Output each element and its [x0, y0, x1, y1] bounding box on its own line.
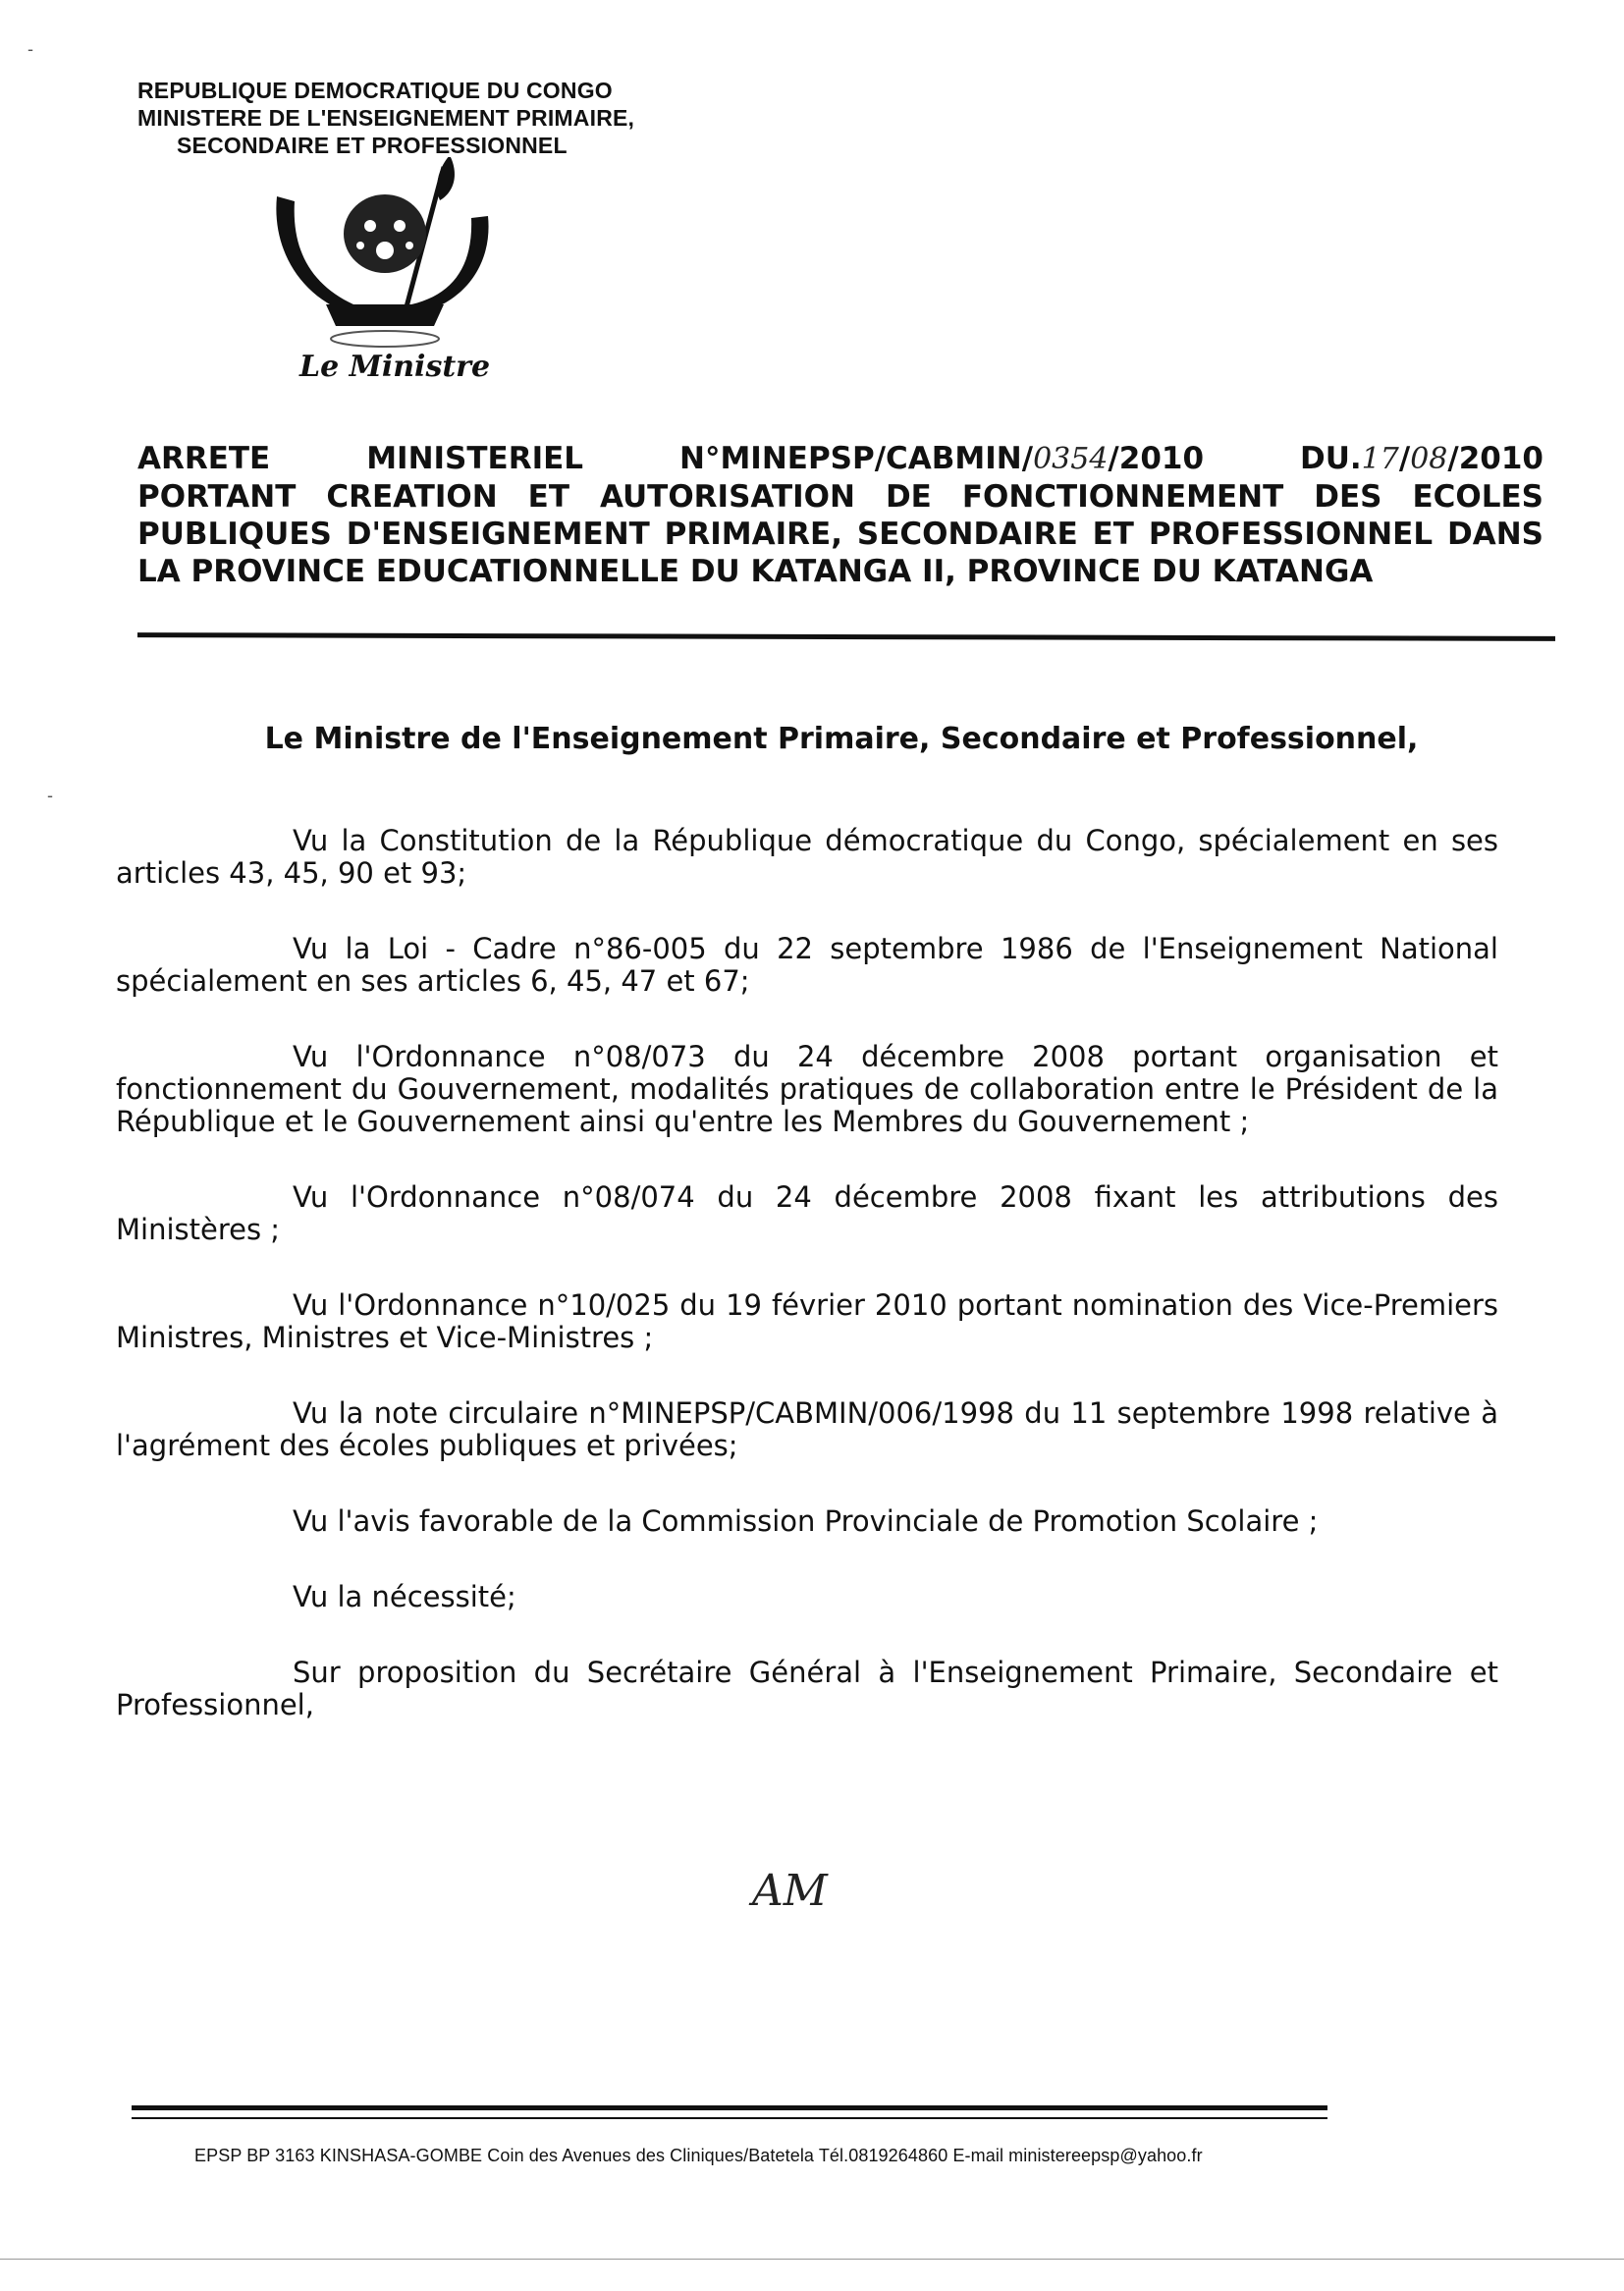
date-month-handwritten: 08	[1410, 442, 1448, 476]
footer-contact: EPSP BP 3163 KINSHASA-GOMBE Coin des Avenues des Cliniques/Batetela Tél.0819264860 E-mail ministereepsp@yahoo.fr	[194, 2146, 1203, 2165]
minister-heading-text: Le Ministre de l'Enseignement Primaire, Secondaire et Professionnel,	[264, 722, 1419, 756]
page-edge	[0, 2259, 1624, 2260]
decree-body	[116, 825, 1498, 1765]
minister-signature-label: Le Ministre	[299, 350, 491, 384]
letterhead-line-1: REPUBLIQUE DEMOCRATIQUE DU CONGO	[137, 78, 613, 103]
scan-artifact: -	[47, 786, 53, 805]
letterhead	[137, 77, 634, 159]
coat-of-arms-icon	[257, 157, 508, 354]
decree-title	[137, 440, 1543, 590]
date-prefix: DU.	[1299, 441, 1362, 476]
decree-reference	[679, 440, 1204, 478]
considerant-paragraph: Sur proposition du Secrétaire Général à l'Enseignement Primaire, Secondaire et Professionnel,	[116, 1656, 1498, 1721]
reference-number-handwritten: 0354	[1033, 442, 1109, 476]
handwritten-initials: AM	[752, 1866, 828, 1916]
letterhead-line-3: SECONDAIRE ET PROFESSIONNEL	[177, 133, 568, 158]
date-separator: /	[1398, 441, 1411, 476]
title-subject: PORTANT CREATION ET AUTORISATION DE FONCTIONNEMENT DES ECOLES PUBLIQUES D'ENSEIGNEMENT PRIMAIRE, SECONDAIRE ET PROFESSIONNEL DANS LA PROVINCE EDUCATIONNELLE DU KATANGA II, PROVINCE DU KATANGA	[137, 479, 1543, 589]
considerant-paragraph: Vu la note circulaire n°MINEPSP/CABMIN/006/1998 du 11 septembre 1998 relative à l'agrément des écoles publiques et privées;	[116, 1396, 1498, 1462]
letterhead-line-2: MINISTERE DE L'ENSEIGNEMENT PRIMAIRE,	[137, 105, 635, 131]
footer-divider	[132, 2105, 1327, 2110]
considerant-paragraph: Vu la Constitution de la République démocratique du Congo, spécialement en ses articles 43, 45, 90 et 93;	[116, 824, 1498, 890]
date-day-handwritten: 17	[1361, 442, 1399, 476]
considerant-paragraph: Vu la Loi - Cadre n°86-005 du 22 septembre 1986 de l'Enseignement National spécialement en ses articles 6, 45, 47 et 67;	[116, 932, 1498, 998]
footer-divider-thin	[132, 2117, 1327, 2119]
date-year: /2010	[1447, 441, 1543, 476]
considerant-paragraph: Vu l'Ordonnance n°08/073 du 24 décembre 2008 portant organisation et fonctionnement du Gouvernement, modalités pratiques de collaboration entre le Président de la République et le Gouvernement ainsi qu'entre les Membres du Gouvernement ;	[116, 1040, 1498, 1138]
scan-artifact: -	[27, 39, 33, 59]
title-word-arrete: ARRETE	[137, 441, 271, 476]
considerant-paragraph: Vu l'Ordonnance n°08/074 du 24 décembre 2008 fixant les attributions des Ministères ;	[116, 1180, 1498, 1246]
title-divider	[137, 632, 1555, 641]
considerant-paragraph: Vu la nécessité;	[293, 1580, 516, 1613]
reference-prefix: N°MINEPSP/CABMIN/	[679, 441, 1034, 476]
title-word-ministeriel: MINISTERIEL	[366, 441, 584, 476]
considerant-paragraph: Vu l'Ordonnance n°10/025 du 19 février 2010 portant nomination des Vice-Premiers Ministres, Ministres et Vice-Ministres ;	[116, 1288, 1498, 1354]
decree-date	[1300, 440, 1543, 478]
considerant-paragraph: Vu l'avis favorable de la Commission Provinciale de Promotion Scolaire ;	[293, 1504, 1319, 1538]
minister-heading	[0, 722, 1624, 756]
reference-year: /2010	[1108, 441, 1205, 476]
